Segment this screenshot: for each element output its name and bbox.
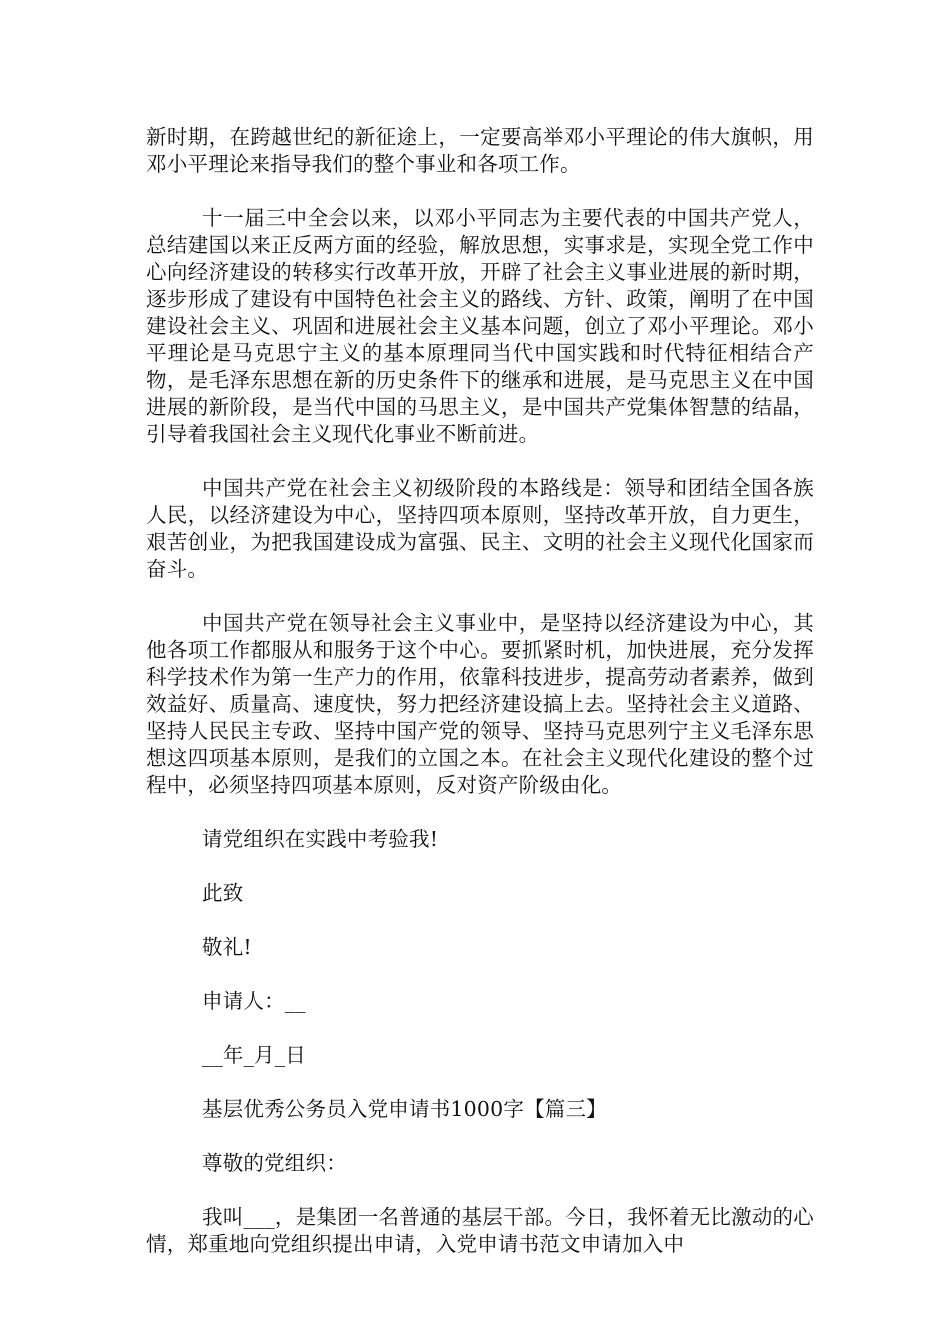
document-body bbox=[146, 124, 814, 1258]
greeting: 尊敬的党组织： bbox=[202, 1151, 347, 1175]
closing-request: 请党组织在实践中考验我! bbox=[202, 827, 439, 851]
salutation-jingli: 敬礼! bbox=[202, 935, 252, 959]
date-line: __年_月_日 bbox=[202, 1043, 306, 1067]
paragraph-4: 中国共产党在领导社会主义事业中，是坚持以经济建设为中心，其他各项工作都服从和服务于这个中心。要抓紧时机，加快进展，充分发挥科学技术作为第一生产力的作用，依靠科技进步，提高劳动者素养，做到效益好、质量高、速度快，努力把经济建设搞上去。坚持社会主义道路、坚持人民民主专政、坚持中国产党的领导、坚持马克思列宁主义毛泽东思想这四项基本原则，是我们的立国之本。在社会主义现代化建设的整个过程中，必须坚持四项基本原则，反对资产阶级由化。 bbox=[146, 611, 814, 797]
applicant-line: 申请人：__ bbox=[202, 989, 306, 1013]
salutation-cizhi: 此致 bbox=[202, 881, 244, 905]
paragraph-intro: 我叫___，是集团一名普通的基层干部。今日，我怀着无比激动的心情，郑重地向党组织提出申请，入党申请书范文申请加入中 bbox=[146, 1205, 814, 1256]
paragraph-1: 新时期，在跨越世纪的新征途上，一定要高举邓小平理论的伟大旗帜，用邓小平理论来指导我们的整个事业和各项工作。 bbox=[146, 125, 814, 176]
section-title: 基层优秀公务员入党申请书1000字【篇三】 bbox=[202, 1097, 607, 1121]
paragraph-3: 中国共产党在社会主义初级阶段的本路线是：领导和团结全国各族人民，以经济建设为中心，坚持四项本原则，坚持改革开放，自力更生，艰苦创业，为把我国建设成为富强、民主、文明的社会主义现代化国家而奋斗。 bbox=[146, 476, 814, 581]
paragraph-2: 十一届三中全会以来，以邓小平同志为主要代表的中国共产党人，总结建国以来正反两方面的经验，解放思想，实事求是，实现全党工作中心向经济建设的转移实行改革开放，开辟了社会主义事业进展的新时期，逐步形成了建设有中国特色社会主义的路线、方针、政策，阐明了在中国建设社会主义、巩固和进展社会主义基本问题，创立了邓小平理论。邓小平理论是马克思宁主义的基本原理同当代中国实践和时代特征相结合产物，是毛泽东思想在新的历史条件下的继承和进展，是马克思主义在中国进展的新阶段，是当代中国的马思主义，是中国共产党集体智慧的结晶，引导着我国社会主义现代化事业不断前进。 bbox=[146, 206, 814, 446]
